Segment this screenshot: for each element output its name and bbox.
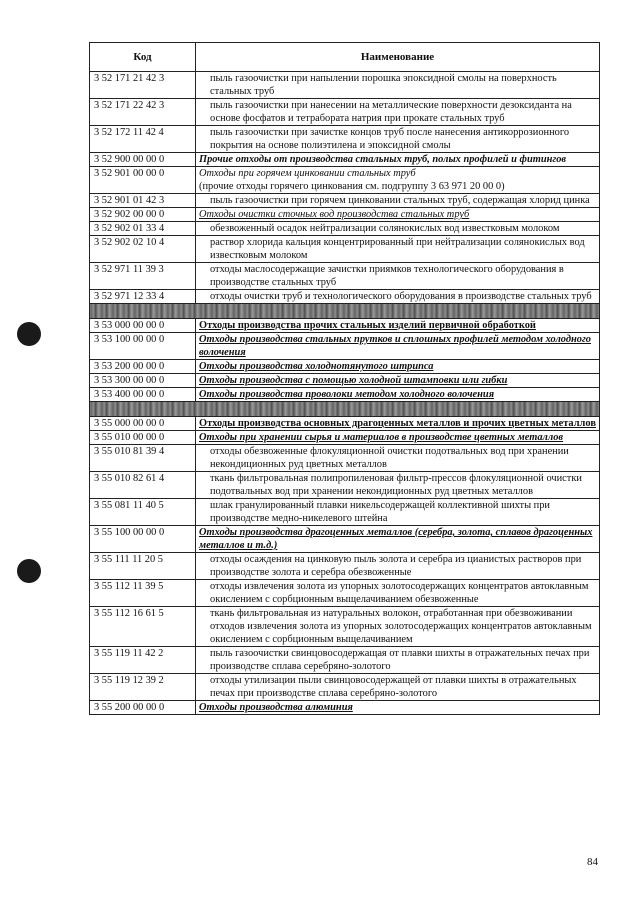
row-name: Отходы производства алюминия bbox=[196, 701, 600, 715]
row-code: 3 55 112 11 39 5 bbox=[90, 580, 196, 607]
table-row bbox=[90, 580, 600, 607]
row-code: 3 53 100 00 00 0 bbox=[90, 333, 196, 360]
row-name: отходы обезвоженные флокуляционной очистки подотвальных вод при хранении некондиционных руд цветных металлов bbox=[196, 445, 600, 472]
table-row bbox=[90, 445, 600, 472]
table-row bbox=[90, 647, 600, 674]
row-name: Отходы производства драгоценных металлов (серебра, золота, сплавов драгоценных металлов и т.д.) bbox=[196, 526, 600, 553]
row-code: 3 52 900 00 00 0 bbox=[90, 153, 196, 167]
table-row bbox=[90, 72, 600, 99]
row-code: 3 52 902 00 00 0 bbox=[90, 208, 196, 222]
row-name-note: (прочие отходы горячего цинкования см. подгруппу 3 63 971 20 00 0) bbox=[199, 181, 505, 192]
row-name: Отходы производства основных драгоценных металлов и прочих цветных металлов bbox=[196, 417, 600, 431]
row-name bbox=[196, 167, 600, 194]
header-code: Код bbox=[90, 43, 196, 72]
row-code: 3 55 081 11 40 5 bbox=[90, 499, 196, 526]
table-row bbox=[90, 333, 600, 360]
row-name: обезвоженный осадок нейтрализации солянокислых вод известковым молоком bbox=[196, 222, 600, 236]
row-code: 3 55 100 00 00 0 bbox=[90, 526, 196, 553]
row-code: 3 53 300 00 00 0 bbox=[90, 374, 196, 388]
table-row bbox=[90, 222, 600, 236]
row-name: пыль газоочистки при напылении порошка эпоксидной смолы на поверхность стальных труб bbox=[196, 72, 600, 99]
row-code: 3 52 971 11 39 3 bbox=[90, 263, 196, 290]
row-name: Отходы производства с помощью холодной штамповки или гибки bbox=[196, 374, 600, 388]
section-separator bbox=[90, 304, 600, 319]
row-code: 3 53 400 00 00 0 bbox=[90, 388, 196, 402]
row-code: 3 52 902 01 33 4 bbox=[90, 222, 196, 236]
row-code: 3 52 172 11 42 4 bbox=[90, 126, 196, 153]
table-row bbox=[90, 319, 600, 333]
row-name: шлак гранулированный плавки никельсодержащей коллективной шихты при производстве медно-никелевого штейна bbox=[196, 499, 600, 526]
header-name: Наименование bbox=[196, 43, 600, 72]
table-row bbox=[90, 499, 600, 526]
row-name: пыль газоочистки при нанесении на металлические поверхности дезоксиданта на основе фосфатов и тетрабората натрия при прокате стальных труб bbox=[196, 99, 600, 126]
table-row bbox=[90, 236, 600, 263]
row-code: 3 52 902 02 10 4 bbox=[90, 236, 196, 263]
waste-catalog-table bbox=[89, 42, 600, 715]
row-name: отходы маслосодержащие зачистки приямков технологического оборудования в производстве стальных труб bbox=[196, 263, 600, 290]
table-row bbox=[90, 431, 600, 445]
table-row bbox=[90, 167, 600, 194]
row-code: 3 52 971 12 33 4 bbox=[90, 290, 196, 304]
table-row bbox=[90, 153, 600, 167]
row-name: Отходы производства стальных прутков и сплошных профилей методом холодного волочения bbox=[196, 333, 600, 360]
row-code: 3 55 200 00 00 0 bbox=[90, 701, 196, 715]
row-name: отходы извлечения золота из упорных золотосодержащих концентратов автоклавным окислением с сорбционным выщелачиванием обезвоженные bbox=[196, 580, 600, 607]
table-row bbox=[90, 417, 600, 431]
page-number: 84 bbox=[587, 856, 598, 868]
row-code: 3 53 000 00 00 0 bbox=[90, 319, 196, 333]
row-code: 3 55 010 00 00 0 bbox=[90, 431, 196, 445]
row-code: 3 52 901 01 42 3 bbox=[90, 194, 196, 208]
table-row bbox=[90, 290, 600, 304]
table-row bbox=[90, 263, 600, 290]
row-name: отходы утилизации пыли свинцовосодержащей от плавки шихты в отражательных печах при производстве сплава серебряно-золотого bbox=[196, 674, 600, 701]
row-code: 3 52 171 22 42 3 bbox=[90, 99, 196, 126]
punch-hole-upper bbox=[17, 322, 41, 346]
row-name-title: Отходы при горячем цинковании стальных труб bbox=[199, 168, 416, 179]
row-name: пыль газоочистки свинцовосодержащая от плавки шихты в отражательных печах при производстве сплава серебряно-золотого bbox=[196, 647, 600, 674]
punch-hole-lower bbox=[17, 559, 41, 583]
row-name: ткань фильтровальная полипропиленовая фильтр-прессов флокуляционной очистки подотвальных вод при хранении некондиционных руд цветных металлов bbox=[196, 472, 600, 499]
row-name: пыль газоочистки при горячем цинковании стальных труб, содержащая хлорид цинка bbox=[196, 194, 600, 208]
row-code: 3 53 200 00 00 0 bbox=[90, 360, 196, 374]
table-row bbox=[90, 674, 600, 701]
row-name: Отходы очистки сточных вод производства стальных труб bbox=[196, 208, 600, 222]
table-row bbox=[90, 607, 600, 647]
row-code: 3 55 111 11 20 5 bbox=[90, 553, 196, 580]
table-row bbox=[90, 553, 600, 580]
row-code: 3 55 112 16 61 5 bbox=[90, 607, 196, 647]
table-row bbox=[90, 472, 600, 499]
table-row bbox=[90, 208, 600, 222]
row-name: отходы осаждения на цинковую пыль золота и серебра из цианистых растворов при производстве золота и серебра обезвоженные bbox=[196, 553, 600, 580]
table-body bbox=[90, 72, 600, 715]
row-code: 3 52 901 00 00 0 bbox=[90, 167, 196, 194]
row-name: Прочие отходы от производства стальных труб, полых профилей и фитингов bbox=[196, 153, 600, 167]
row-name: Отходы производства холоднотянутого штрипса bbox=[196, 360, 600, 374]
table-row bbox=[90, 526, 600, 553]
row-code: 3 55 000 00 00 0 bbox=[90, 417, 196, 431]
table-row bbox=[90, 360, 600, 374]
row-name: Отходы при хранении сырья и материалов в производстве цветных металлов bbox=[196, 431, 600, 445]
table-row bbox=[90, 388, 600, 402]
table-row bbox=[90, 126, 600, 153]
table-row bbox=[90, 701, 600, 715]
row-name: Отходы производства проволоки методом холодного волочения bbox=[196, 388, 600, 402]
row-code: 3 52 171 21 42 3 bbox=[90, 72, 196, 99]
table-row bbox=[90, 194, 600, 208]
row-code: 3 55 010 81 39 4 bbox=[90, 445, 196, 472]
table-row bbox=[90, 99, 600, 126]
row-name: отходы очистки труб и технологического оборудования в производстве стальных труб bbox=[196, 290, 600, 304]
row-code: 3 55 010 82 61 4 bbox=[90, 472, 196, 499]
table-header-row bbox=[90, 43, 600, 72]
section-separator bbox=[90, 402, 600, 417]
row-name: ткань фильтровальная из натуральных волокон, отработанная при обезвоживании отходов извлечения золота из упорных золотосодержащих концентратов автоклавным окислением с сорбционным выщелачиванием bbox=[196, 607, 600, 647]
row-code: 3 55 119 11 42 2 bbox=[90, 647, 196, 674]
row-name: раствор хлорида кальция концентрированный при нейтрализации солянокислых вод известковым молоком bbox=[196, 236, 600, 263]
row-code: 3 55 119 12 39 2 bbox=[90, 674, 196, 701]
separator-bar bbox=[90, 402, 600, 417]
separator-bar bbox=[90, 304, 600, 319]
table-row bbox=[90, 374, 600, 388]
row-name: Отходы производства прочих стальных изделий первичной обработкой bbox=[196, 319, 600, 333]
row-name: пыль газоочистки при зачистке концов труб после нанесения антикоррозионного покрытия на основе полиэтилена и эпоксидной смолы bbox=[196, 126, 600, 153]
